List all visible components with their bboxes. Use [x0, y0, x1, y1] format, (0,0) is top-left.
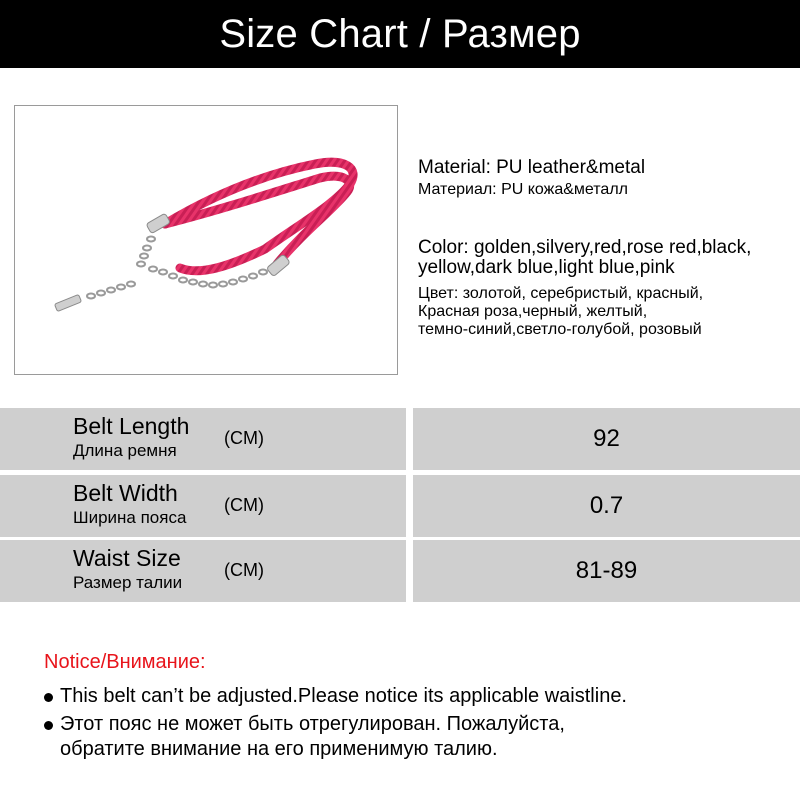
- color-english: Color: golden,silvery,red,rose red,black, yellow,dark blue,light blue,pink: [418, 237, 752, 278]
- header-title: Size Chart / Размер: [219, 12, 581, 56]
- spec-value: 0.7: [413, 475, 800, 537]
- material-english: Material: PU leather&metal: [418, 157, 646, 178]
- spec-label-cell: [0, 540, 406, 602]
- spec-unit: (CM): [224, 428, 264, 448]
- spec-label-russian: Размер талии: [73, 573, 183, 592]
- spec-unit: (CM): [224, 495, 264, 515]
- notice-text: This belt can’t be adjusted.Please notice its applicable waistline.: [60, 685, 627, 707]
- material-russian: Материал: PU кожа&металл: [418, 181, 628, 198]
- spec-label-russian: Ширина пояса: [73, 508, 187, 527]
- belt-illustration: [15, 106, 398, 375]
- spec-row-waist-size: [0, 540, 800, 602]
- spec-label-english: Belt Length: [73, 413, 190, 439]
- spec-label-russian: Длина ремня: [73, 441, 177, 460]
- spec-label-cell: [0, 475, 406, 537]
- spec-label-english: Belt Width: [73, 480, 178, 506]
- spec-value: 81-89: [413, 540, 800, 602]
- spec-row-belt-width: [0, 475, 800, 537]
- spec-row-belt-length: [0, 408, 800, 470]
- product-photo: [14, 105, 398, 375]
- bullet-dot-icon: [44, 721, 53, 730]
- spec-value: 92: [413, 408, 800, 470]
- color-russian: Цвет: золотой, серебристый, красный, Красная роза,черный, желтый, темно-синий,светло-голубой, розовый: [418, 285, 704, 338]
- spec-unit: (CM): [224, 560, 264, 580]
- notice-title: Notice/Внимание:: [44, 651, 206, 673]
- bullet-dot-icon: [44, 693, 53, 702]
- spec-label-english: Waist Size: [73, 545, 181, 571]
- size-chart-header: [0, 0, 800, 68]
- notice-text: Этот пояс не может быть отрегулирован. Пожалуйста, обратите внимание на его применимую талию.: [60, 713, 565, 760]
- spec-label-cell: [0, 408, 406, 470]
